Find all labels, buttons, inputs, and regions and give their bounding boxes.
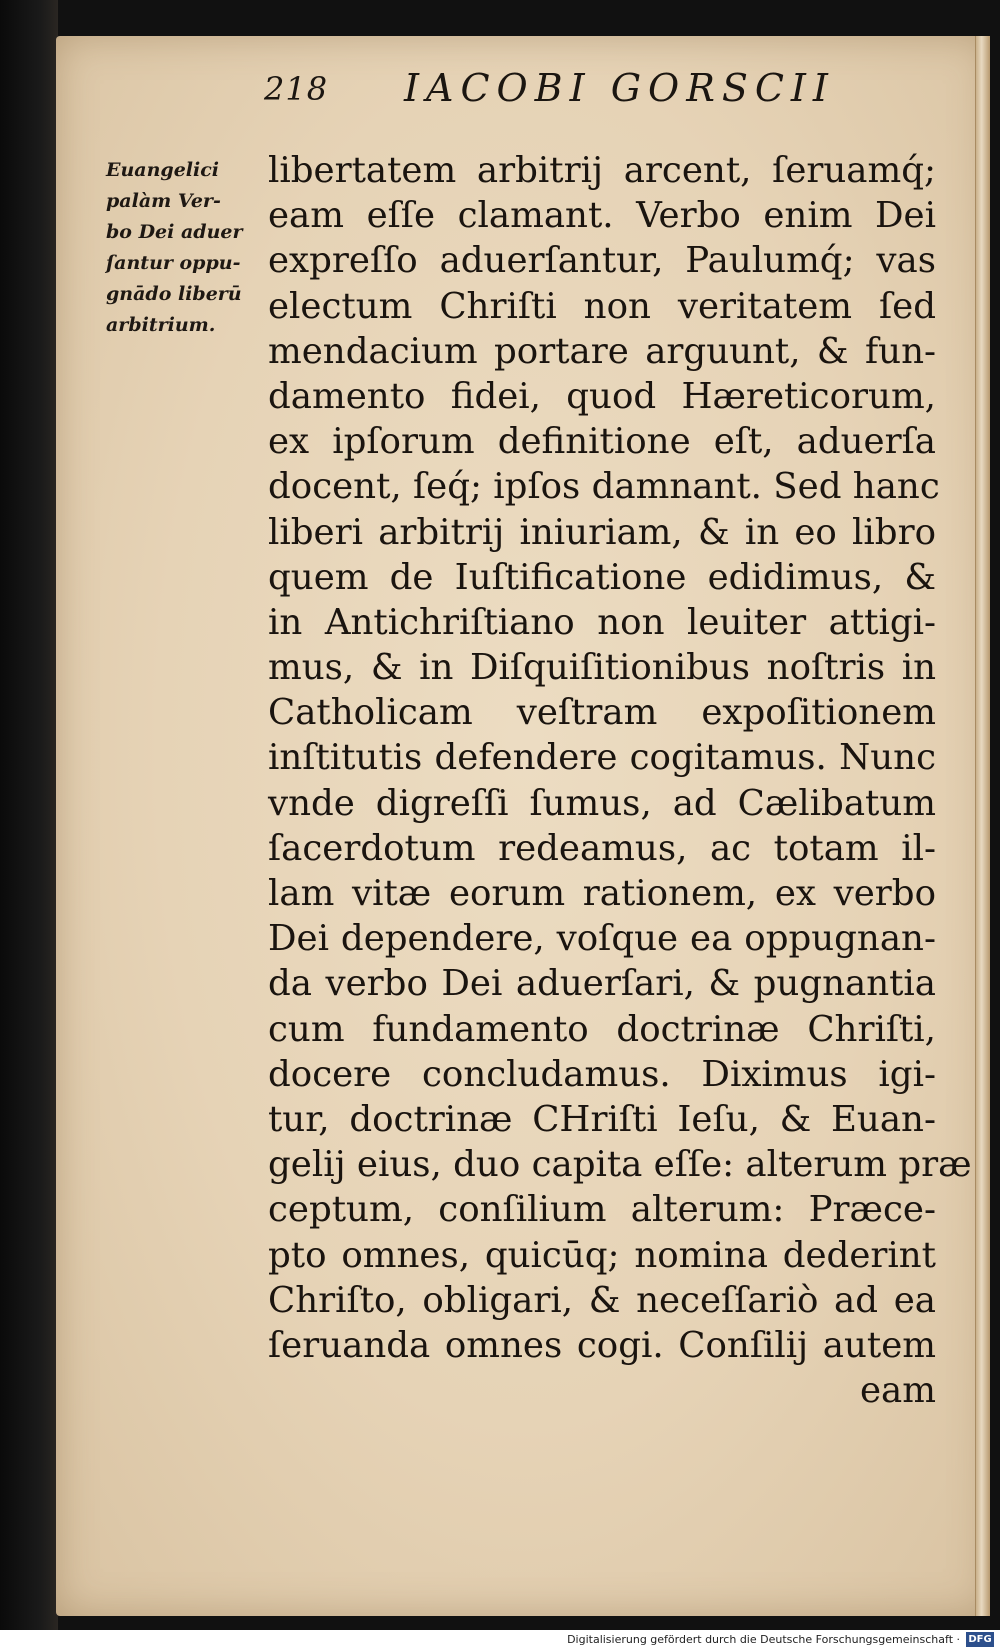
text-line: vnde digreſſi ſumus, ad Cælibatum — [268, 782, 936, 824]
text-line: ſeruanda omnes cogi. Conſilij autem — [268, 1324, 936, 1366]
text-line: expreſſo aduerſantur, Paulumq́; vas — [268, 240, 936, 282]
scan-background-left — [0, 0, 58, 1652]
text-line: electum Chriſti non veritatem ſed — [268, 285, 936, 327]
catchword: eam — [859, 1370, 936, 1412]
text-line: liberi arbitrij iniuriam, & in eo libro — [268, 511, 936, 553]
text-line: eam eſſe clamant. Verbo enim Dei — [268, 195, 936, 237]
text-line: docent, ſeq́; ipſos damnant. Sed hanc — [268, 466, 940, 508]
text-line: da verbo Dei aduerſari, & pugnantia — [268, 963, 936, 1005]
page-number: 218 — [264, 70, 329, 108]
text-line: libertatem arbitrij arcent, ſeruamq́; — [268, 150, 936, 191]
text-line: damento fidei, quod Hæreticorum, — [268, 375, 936, 417]
marginal-note-line: arbitrium. — [106, 314, 216, 336]
text-line: cum fundamento doctrinæ Chriſti, — [268, 1008, 936, 1050]
text-line: lam vitæ eorum rationem, ex verbo — [268, 873, 936, 914]
body-text — [268, 148, 972, 1413]
marginal-note-line: ſantur oppu- — [106, 252, 241, 274]
text-line: mus, & in Diſquiſitionibus noſtris in — [268, 647, 936, 689]
marginal-note — [106, 155, 246, 341]
text-line: ex ipſorum definitione eſt, aduerſa — [268, 421, 936, 463]
dfg-logo: DFG — [966, 1632, 994, 1647]
text-line: Catholicam veſtram expoſitionem — [268, 692, 936, 734]
marginal-note-line: palàm Ver- — [106, 190, 221, 212]
footer-credit: Digitalisierung gefördert durch die Deutsche Forschungsgemeinschaft · — [567, 1633, 960, 1646]
marginal-note-line: Euangelici — [106, 159, 220, 181]
text-line: Chriſto, obligari, & neceſſariò ad ea — [268, 1279, 936, 1321]
text-line: in Antichriſtiano non leuiter attigi- — [268, 601, 936, 643]
page-edge — [975, 36, 990, 1616]
marginal-note-line: bo Dei aduer — [106, 221, 243, 243]
page-header — [264, 66, 884, 126]
text-line: pto omnes, quicūq; nomina dederint — [268, 1234, 936, 1276]
text-line: tur, doctrinæ CHriſti Ieſu, & Euan- — [268, 1098, 936, 1140]
text-line: Dei dependere, voſque ea oppugnan- — [268, 918, 936, 960]
text-line: docere concludamus. Diximus igi- — [268, 1053, 936, 1095]
running-title: IACOBI GORSCII — [404, 66, 835, 110]
text-line: quem de Iuſtificatione edidimus, & — [268, 556, 936, 598]
marginal-note-line: gnādo liberū — [106, 283, 242, 305]
text-line: mendacium portare arguunt, & fun- — [268, 330, 936, 372]
text-line: ſacerdotum redeamus, ac totam il- — [268, 827, 936, 869]
text-line: ceptum, conſilium alterum: Præce- — [268, 1189, 936, 1231]
text-line: inſtitutis defendere cogitamus. Nunc — [268, 737, 936, 779]
text-line: gelij eius, duo capita eſſe: alterum præ — [268, 1144, 972, 1186]
